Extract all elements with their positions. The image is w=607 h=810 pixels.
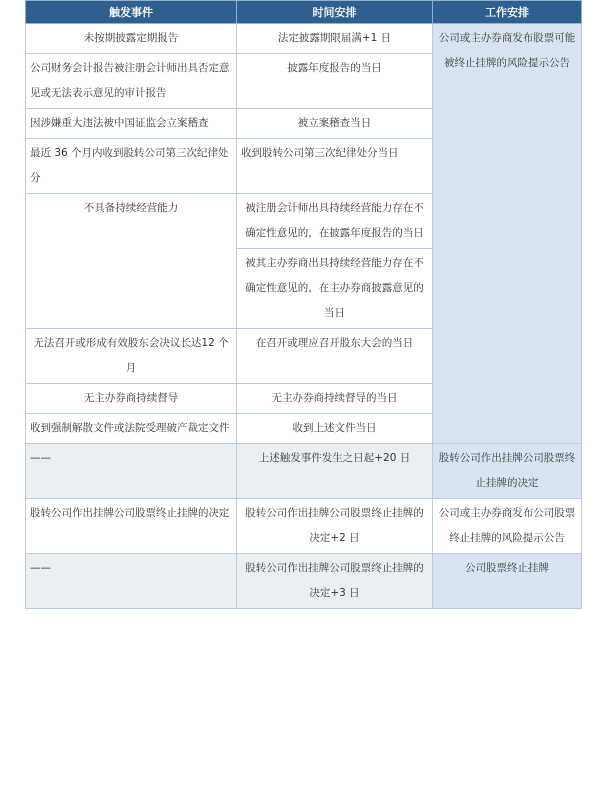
- event-cell: 最近 36 个月内收到股转公司第三次纪律处分: [26, 139, 237, 194]
- work-cell: 公司股票终止挂牌: [433, 554, 582, 609]
- time-cell: 收到上述文件当日: [237, 414, 433, 444]
- event-cell: 未按期披露定期报告: [26, 24, 237, 54]
- time-cell: 股转公司作出挂牌公司股票终止挂牌的决定+2 日: [237, 499, 433, 554]
- work-cell: 公司或主办券商发布股票可能被终止挂牌的风险提示公告: [433, 24, 582, 444]
- header-trigger-event: 触发事件: [26, 1, 237, 24]
- table-row: [26, 444, 582, 499]
- time-cell: 收到股转公司第三次纪律处分当日: [237, 139, 433, 194]
- event-cell: 股转公司作出挂牌公司股票终止挂牌的决定: [26, 499, 237, 554]
- delisting-schedule-table: [25, 0, 582, 609]
- time-cell: 上述触发事件发生之日起+20 日: [237, 444, 433, 499]
- time-cell: 被注册会计师出具持续经营能力存在不确定性意见的，在披露年度报告的当日: [237, 194, 433, 249]
- event-cell: ——: [26, 554, 237, 609]
- event-cell: ——: [26, 444, 237, 499]
- time-cell: 被其主办券商出具持续经营能力存在不确定性意见的，在主办券商披露意见的当日: [237, 249, 433, 329]
- event-cell: 因涉嫌重大违法被中国证监会立案稽查: [26, 109, 237, 139]
- table-header-row: [26, 1, 582, 24]
- event-cell: 无主办券商持续督导: [26, 384, 237, 414]
- event-cell: 无法召开或形成有效股东会决议长达12 个月: [26, 329, 237, 384]
- time-cell: 无主办券商持续督导的当日: [237, 384, 433, 414]
- work-cell: 股转公司作出挂牌公司股票终止挂牌的决定: [433, 444, 582, 499]
- table-row: [26, 24, 582, 54]
- time-cell: 在召开或理应召开股东大会的当日: [237, 329, 433, 384]
- event-cell: 收到强制解散文件或法院受理破产裁定文件: [26, 414, 237, 444]
- header-time-arrangement: 时间安排: [237, 1, 433, 24]
- header-work-arrangement: 工作安排: [433, 1, 582, 24]
- table-row: [26, 554, 582, 609]
- time-cell: 被立案稽查当日: [237, 109, 433, 139]
- event-cell: 公司财务会计报告被注册会计师出具否定意见或无法表示意见的审计报告: [26, 54, 237, 109]
- event-cell: 不具备持续经营能力: [26, 194, 237, 329]
- work-cell: 公司或主办券商发布公司股票终止挂牌的风险提示公告: [433, 499, 582, 554]
- time-cell: 披露年度报告的当日: [237, 54, 433, 109]
- table-row: [26, 499, 582, 554]
- time-cell: 法定披露期限届满+1 日: [237, 24, 433, 54]
- time-cell: 股转公司作出挂牌公司股票终止挂牌的决定+3 日: [237, 554, 433, 609]
